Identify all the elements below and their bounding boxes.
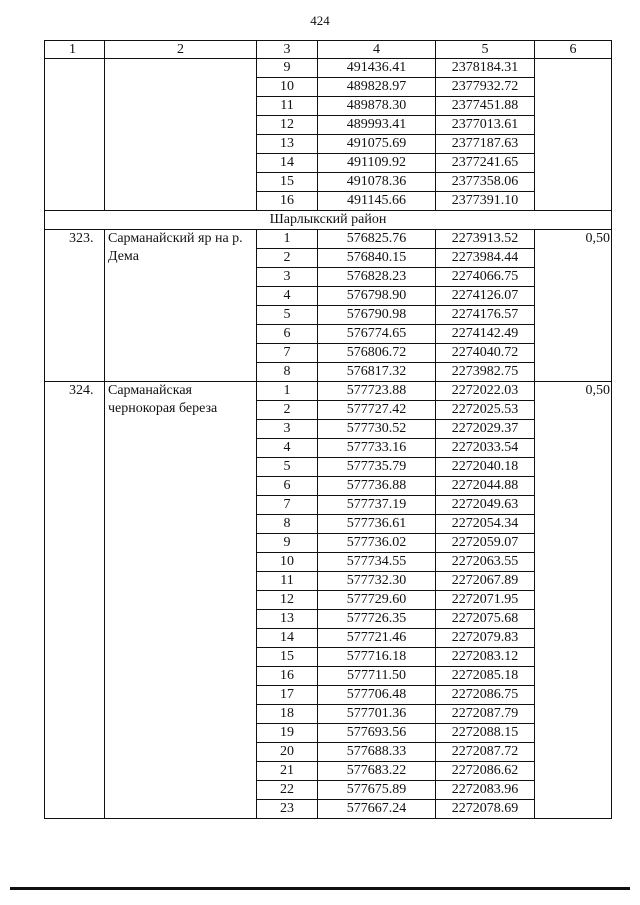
point-number: 11: [257, 572, 318, 591]
coordinate-x: 576817.32: [318, 363, 436, 382]
coordinate-y: 2377013.61: [436, 116, 535, 135]
coordinate-x: 577726.35: [318, 610, 436, 629]
coordinate-x: 576825.76: [318, 230, 436, 249]
coordinate-x: 491145.66: [318, 192, 436, 211]
column-header-2: 2: [105, 41, 257, 59]
coordinate-y: 2274142.49: [436, 325, 535, 344]
coordinate-x: 577711.50: [318, 667, 436, 686]
point-number: 12: [257, 116, 318, 135]
point-number: 9: [257, 534, 318, 553]
column-header-3: 3: [257, 41, 318, 59]
point-number: 4: [257, 287, 318, 306]
point-number: 21: [257, 762, 318, 781]
point-number: 22: [257, 781, 318, 800]
coordinate-x: 576828.23: [318, 268, 436, 287]
column-header-4: 4: [318, 41, 436, 59]
point-number: 2: [257, 249, 318, 268]
coordinate-y: 2377187.63: [436, 135, 535, 154]
coordinate-x: 491075.69: [318, 135, 436, 154]
coordinate-y: 2272040.18: [436, 458, 535, 477]
table-row: [45, 59, 612, 78]
coordinate-y: 2272087.79: [436, 705, 535, 724]
coordinate-x: 577735.79: [318, 458, 436, 477]
point-number: 5: [257, 458, 318, 477]
coordinate-x: 577732.30: [318, 572, 436, 591]
coordinate-x: 577736.61: [318, 515, 436, 534]
point-number: 10: [257, 78, 318, 97]
coordinate-y: 2274176.57: [436, 306, 535, 325]
coordinate-y: 2377241.65: [436, 154, 535, 173]
point-number: 17: [257, 686, 318, 705]
point-number: 16: [257, 192, 318, 211]
district-row: [45, 211, 612, 230]
coordinate-x: 576798.90: [318, 287, 436, 306]
coordinate-y: 2274066.75: [436, 268, 535, 287]
coordinate-x: 491109.92: [318, 154, 436, 173]
point-number: 8: [257, 515, 318, 534]
coordinate-y: 2272067.89: [436, 572, 535, 591]
coordinate-x: 577727.42: [318, 401, 436, 420]
point-number: 2: [257, 401, 318, 420]
point-number: 13: [257, 135, 318, 154]
point-number: 18: [257, 705, 318, 724]
object-name: Сарманайская чернокорая береза: [105, 382, 257, 819]
coordinate-y: 2272063.55: [436, 553, 535, 572]
object-number: 324.: [45, 382, 105, 819]
point-number: 16: [257, 667, 318, 686]
coordinate-y: 2272083.96: [436, 781, 535, 800]
coordinate-y: 2272086.62: [436, 762, 535, 781]
object-number: 323.: [45, 230, 105, 382]
coordinate-x: 577701.36: [318, 705, 436, 724]
point-number: 13: [257, 610, 318, 629]
coordinate-y: 2272086.75: [436, 686, 535, 705]
coordinate-x: 577736.02: [318, 534, 436, 553]
table-header-row: [45, 41, 612, 59]
coordinate-x: 577730.52: [318, 420, 436, 439]
coordinate-y: 2272025.53: [436, 401, 535, 420]
coordinate-y: 2274126.07: [436, 287, 535, 306]
district-name: Шарлыкский район: [45, 211, 612, 230]
coordinate-x: 576790.98: [318, 306, 436, 325]
point-number: 20: [257, 743, 318, 762]
coordinate-y: 2378184.31: [436, 59, 535, 78]
coordinate-x: 577716.18: [318, 648, 436, 667]
coordinate-y: 2272029.37: [436, 420, 535, 439]
coordinate-y: 2272088.15: [436, 724, 535, 743]
coordinate-x: 577688.33: [318, 743, 436, 762]
coordinate-y: 2272085.18: [436, 667, 535, 686]
coordinate-y: 2377358.06: [436, 173, 535, 192]
coordinate-x: 576840.15: [318, 249, 436, 268]
coordinate-y: 2272079.83: [436, 629, 535, 648]
coordinate-y: 2377932.72: [436, 78, 535, 97]
object-name: Сарманайский яр на р. Дема: [105, 230, 257, 382]
coordinate-x: 577734.55: [318, 553, 436, 572]
coordinate-x: 489878.30: [318, 97, 436, 116]
coordinate-x: 577733.16: [318, 439, 436, 458]
coordinate-x: 577729.60: [318, 591, 436, 610]
point-number: 15: [257, 173, 318, 192]
point-number: 1: [257, 382, 318, 401]
coordinate-x: 577667.24: [318, 800, 436, 819]
point-number: 3: [257, 420, 318, 439]
coordinate-y: 2272071.95: [436, 591, 535, 610]
coordinate-x: 577737.19: [318, 496, 436, 515]
column-header-6: 6: [535, 41, 612, 59]
point-number: 23: [257, 800, 318, 819]
coordinate-y: 2272044.88: [436, 477, 535, 496]
point-number: 14: [257, 629, 318, 648]
coordinate-y: 2272033.54: [436, 439, 535, 458]
point-number: 8: [257, 363, 318, 382]
point-number: 12: [257, 591, 318, 610]
coordinate-x: 576806.72: [318, 344, 436, 363]
point-number: 1: [257, 230, 318, 249]
point-number: 15: [257, 648, 318, 667]
object-area: 0,50: [535, 230, 612, 382]
coordinate-x: 577721.46: [318, 629, 436, 648]
coordinate-x: 491078.36: [318, 173, 436, 192]
point-number: 7: [257, 344, 318, 363]
point-number: 10: [257, 553, 318, 572]
coordinate-y: 2272022.03: [436, 382, 535, 401]
coordinate-y: 2273913.52: [436, 230, 535, 249]
object-number-cell: [45, 59, 105, 211]
coordinates-table: [44, 40, 612, 819]
coordinate-y: 2272083.12: [436, 648, 535, 667]
point-number: 6: [257, 325, 318, 344]
coordinate-x: 577723.88: [318, 382, 436, 401]
point-number: 14: [257, 154, 318, 173]
coordinate-x: 577693.56: [318, 724, 436, 743]
point-number: 6: [257, 477, 318, 496]
table-row: [45, 382, 612, 401]
object-name-cell: [105, 59, 257, 211]
point-number: 9: [257, 59, 318, 78]
point-number: 19: [257, 724, 318, 743]
point-number: 3: [257, 268, 318, 287]
coordinate-y: 2377451.88: [436, 97, 535, 116]
coordinate-y: 2273984.44: [436, 249, 535, 268]
coordinate-x: 577675.89: [318, 781, 436, 800]
coordinate-y: 2274040.72: [436, 344, 535, 363]
object-area: 0,50: [535, 382, 612, 819]
object-area-cell: [535, 59, 612, 211]
coordinate-y: 2272054.34: [436, 515, 535, 534]
point-number: 4: [257, 439, 318, 458]
coordinate-y: 2272078.69: [436, 800, 535, 819]
page-bottom-rule: [10, 887, 630, 890]
point-number: 7: [257, 496, 318, 515]
column-header-5: 5: [436, 41, 535, 59]
coordinate-x: 576774.65: [318, 325, 436, 344]
coordinate-x: 577683.22: [318, 762, 436, 781]
coordinate-y: 2272075.68: [436, 610, 535, 629]
table-row: [45, 230, 612, 249]
coordinate-x: 489993.41: [318, 116, 436, 135]
coordinate-x: 489828.97: [318, 78, 436, 97]
coordinate-y: 2272049.63: [436, 496, 535, 515]
coordinate-y: 2272059.07: [436, 534, 535, 553]
point-number: 11: [257, 97, 318, 116]
coordinate-x: 577706.48: [318, 686, 436, 705]
coordinate-x: 577736.88: [318, 477, 436, 496]
coordinate-y: 2377391.10: [436, 192, 535, 211]
point-number: 5: [257, 306, 318, 325]
coordinate-y: 2273982.75: [436, 363, 535, 382]
coordinate-x: 491436.41: [318, 59, 436, 78]
column-header-1: 1: [45, 41, 105, 59]
coordinate-y: 2272087.72: [436, 743, 535, 762]
page-number: 424: [310, 13, 330, 28]
